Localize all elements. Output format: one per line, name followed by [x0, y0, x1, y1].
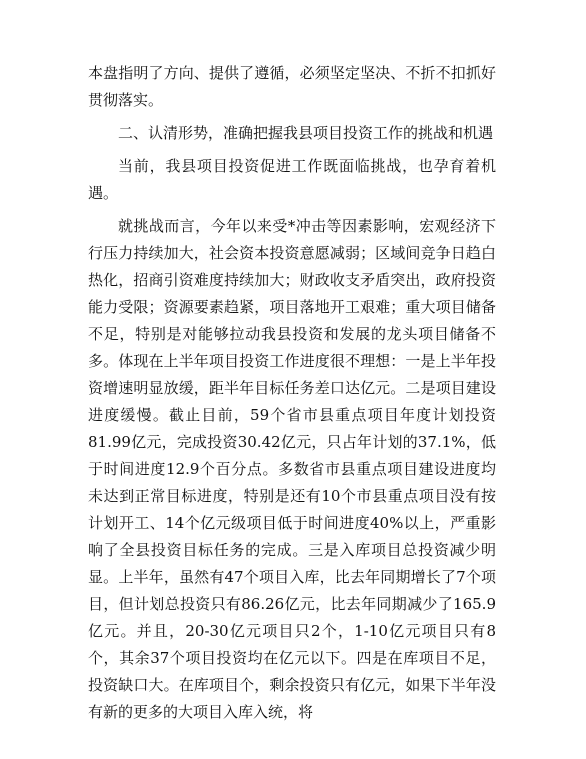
paragraph-challenges: 就挑战而言，今年以来受*冲击等因素影响，宏观经济下行压力持续加大，社会资本投资意愿减弱；区域间竞争日趋白热化，招商引资难度持续加大；财政收支矛盾突出，政府投资能力受限；资源要素趋紧，项目落地开工艰难；重大项目储备不足，特别是对能够拉动我县投资和发展的龙头项目储备不多。体现在上半年项目投资工作进度很不理想：一是上半年投资增速明显放缓，距半年目标任务差口达亿元。二是项目建设进度缓慢。截止目前，59个省市县重点项目年度计划投资81.99亿元，完成投资30.42亿元，只占年计划的37.1%，低于时间进度12.9个百分点。多数省市县重点项目建设进度均未达到正常目标进度，特别是还有10个市县重点项目没有按计划开工、14个亿元级项目低于时间进度40%以上，严重影响了全县投资目标任务的完成。三是入库项目总投资减少明显。上半年，虽然有47个项目入库，比去年同期增长了7个项目，但计划总投资只有86.26亿元，比去年同期减少了165.9亿元。并且，20-30亿元项目只2个，1-10亿元项目只有8个，其余37个项目投资均在亿元以下。四是在库项目不足，投资缺口大。在库项目个，剩余投资只有亿元，如果下半年没有新的更多的大项目入库入统，将 — [88, 217, 496, 721]
document-body — [88, 60, 496, 726]
paragraph-continuation: 本盘指明了方向、提供了遵循，必须坚定坚决、不折不扣抓好贯彻落实。 — [88, 64, 496, 109]
section-heading: 二、认清形势，准确把握我县项目投资工作的挑战和机遇 — [118, 124, 494, 142]
paragraph-intro: 当前，我县项目投资促进工作既面临挑战，也孕育着机遇。 — [88, 157, 496, 202]
